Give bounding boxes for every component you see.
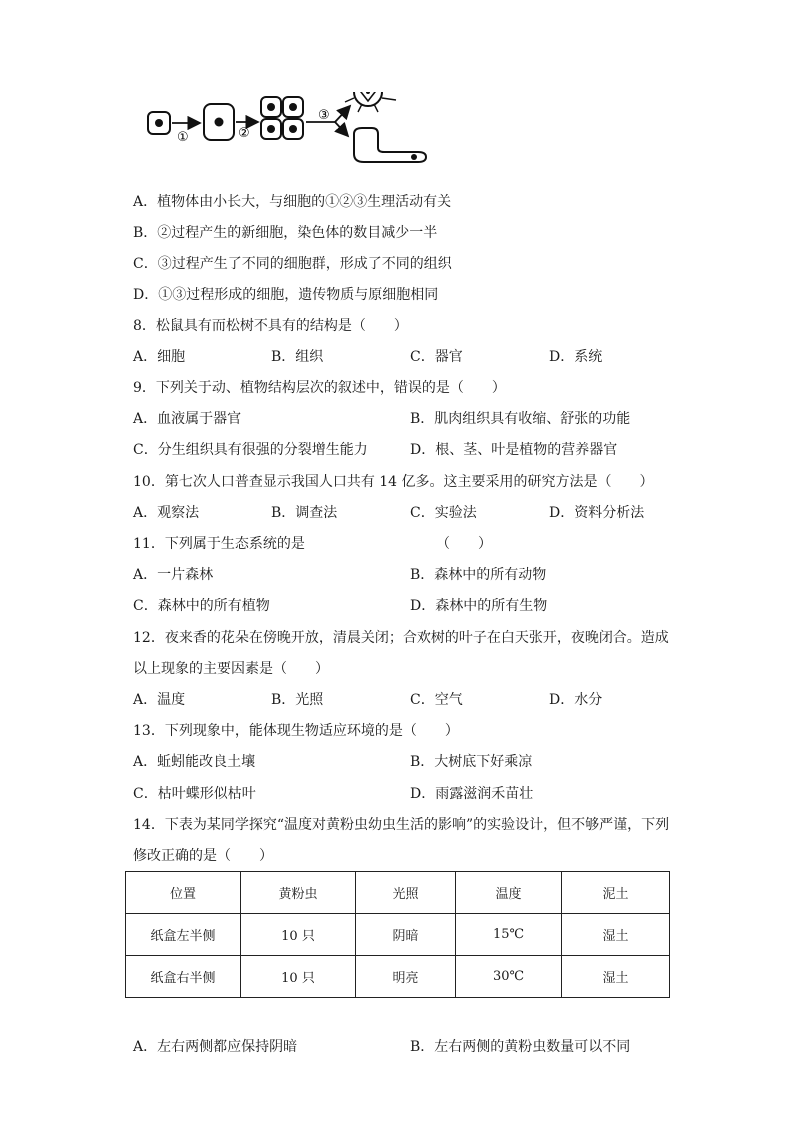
step-2-label: ② [238, 126, 250, 141]
q11-answer-paren: （ ） [436, 536, 492, 552]
table-cell: 30℃ [456, 956, 562, 998]
q10-option-a[interactable]: A．观察法 [133, 505, 200, 521]
single-cell [148, 112, 170, 134]
grown-cell [204, 104, 234, 140]
table-cell: 纸盒左半侧 [126, 914, 241, 956]
q8-option-b[interactable]: B．组织 [271, 349, 324, 365]
table-header: 泥土 [562, 872, 670, 914]
q9-option-a[interactable]: A．血液属于器官 [133, 411, 242, 427]
table-header-row [126, 872, 670, 914]
q14-option-b[interactable]: B．左右两侧的黄粉虫数量可以不同 [410, 1039, 631, 1055]
q11-option-d[interactable]: D．森林中的所有生物 [410, 598, 548, 614]
q9-stem: 9．下列关于动、植物结构层次的叙述中，错误的是（ ） [133, 380, 506, 396]
step-3-label: ③ [318, 108, 330, 123]
q13-option-a[interactable]: A．蚯蚓能改良土壤 [133, 754, 256, 770]
q7-option-d[interactable]: D．①③过程形成的细胞，遗传物质与原细胞相同 [133, 287, 439, 303]
q11-stem: 11．下列属于生态系统的是 [133, 536, 305, 552]
table-header: 温度 [456, 872, 562, 914]
q13-option-d[interactable]: D．雨露滋润禾苗壮 [410, 786, 534, 802]
cell-division-diagram [140, 92, 440, 172]
q9-option-c[interactable]: C．分生组织具有很强的分裂增生能力 [133, 442, 368, 458]
differentiated-cell-elongated [354, 128, 426, 162]
q12-option-d[interactable]: D．水分 [549, 692, 603, 708]
q14-stem-line2: 修改正确的是（ ） [133, 848, 273, 864]
table-cell: 15℃ [456, 914, 562, 956]
table-header: 光照 [356, 872, 456, 914]
table-header: 黄粉虫 [241, 872, 356, 914]
q13-stem: 13．下列现象中，能体现生物适应环境的是（ ） [133, 723, 459, 739]
q7-option-a[interactable]: A．植物体由小长大，与细胞的①②③生理活动有关 [133, 194, 452, 210]
q10-option-d[interactable]: D．资料分析法 [549, 505, 645, 521]
q14-stem-line1: 14．下表为某同学探究“温度对黄粉虫幼虫生活的影响”的实验设计，但不够严谨，下列 [133, 817, 670, 833]
q13-option-c[interactable]: C．枯叶蝶形似枯叶 [133, 786, 256, 802]
q9-option-b[interactable]: B．肌肉组织具有收缩、舒张的功能 [410, 411, 631, 427]
q12-option-b[interactable]: B．光照 [271, 692, 324, 708]
differentiated-cell-star [345, 92, 396, 112]
q8-option-d[interactable]: D．系统 [549, 349, 603, 365]
q11-option-a[interactable]: A．一片森林 [133, 567, 214, 583]
q12-stem-line2: 以上现象的主要因素是（ ） [133, 661, 329, 677]
q9-option-d[interactable]: D．根、茎、叶是植物的营养器官 [410, 442, 618, 458]
four-cells [261, 97, 303, 139]
table-cell: 阴暗 [356, 914, 456, 956]
table-cell: 明亮 [356, 956, 456, 998]
table-cell: 湿土 [562, 956, 670, 998]
q12-option-a[interactable]: A．温度 [133, 692, 186, 708]
q10-option-b[interactable]: B．调查法 [271, 505, 338, 521]
q8-option-a[interactable]: A．细胞 [133, 349, 186, 365]
q12-stem-line1: 12．夜来香的花朵在傍晚开放，清晨关闭；合欢树的叶子在白天张开，夜晚闭合。造成 [133, 630, 669, 646]
table-row [126, 956, 670, 998]
q14-option-a[interactable]: A．左右两侧都应保持阴暗 [133, 1039, 298, 1055]
table-header: 位置 [126, 872, 241, 914]
q8-stem: 8．松鼠具有而松树不具有的结构是（ ） [133, 318, 408, 334]
q8-option-c[interactable]: C．器官 [410, 349, 463, 365]
experiment-table [125, 871, 670, 998]
q10-option-c[interactable]: C．实验法 [410, 505, 477, 521]
table-cell: 10 只 [241, 956, 356, 998]
table-cell: 湿土 [562, 914, 670, 956]
step-1-label: ① [177, 130, 189, 145]
q12-option-c[interactable]: C．空气 [410, 692, 463, 708]
table-row [126, 914, 670, 956]
table-cell: 纸盒右半侧 [126, 956, 241, 998]
q7-option-b[interactable]: B．②过程产生的新细胞，染色体的数目减少一半 [133, 225, 438, 241]
q11-option-b[interactable]: B．森林中的所有动物 [410, 567, 547, 583]
q7-option-c[interactable]: C．③过程产生了不同的细胞群，形成了不同的组织 [133, 256, 452, 272]
q11-option-c[interactable]: C．森林中的所有植物 [133, 598, 270, 614]
table-cell: 10 只 [241, 914, 356, 956]
q10-stem: 10．第七次人口普查显示我国人口共有 14 亿多。这主要采用的研究方法是（ ） [133, 474, 654, 490]
q13-option-b[interactable]: B．大树底下好乘凉 [410, 754, 533, 770]
